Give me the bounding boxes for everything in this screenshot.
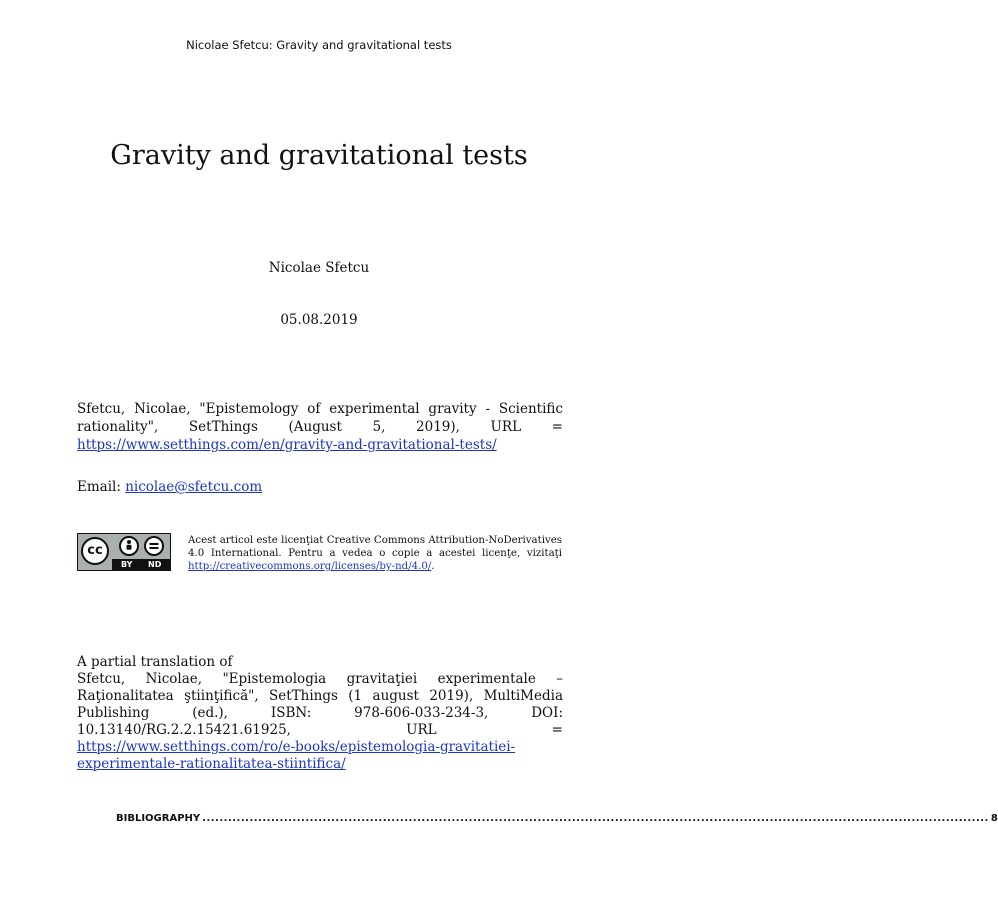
translation-intro: A partial translation of bbox=[77, 654, 233, 670]
author-name: Nicolae Sfetcu bbox=[268, 260, 370, 276]
citation-paragraph bbox=[77, 400, 563, 454]
citation-text: Sfetcu, Nicolae, "Epistemology of experimental gravity - Scientific rationality", SetThings (August 5, 2019), URL = bbox=[77, 401, 563, 435]
translation-url-link[interactable]: https://www.setthings.com/ro/e-books/epistemologia-gravitatiei-experimentale-rationalitatea-stiintifica/ bbox=[77, 739, 516, 772]
equals-icon bbox=[146, 538, 162, 554]
license-paragraph bbox=[188, 534, 562, 573]
cc-by-person-icon bbox=[119, 536, 139, 556]
license-text: Acest articol este licenţiat Creative Commons Attribution-NoDerivatives 4.0 International. Pentru a vedea o copie a acestei licenţe, vizitaţi bbox=[188, 535, 562, 559]
toc-dot-leader: ....................................................................................................................................................................................... bbox=[202, 813, 989, 824]
citation-url-link[interactable]: https://www.setthings.com/en/gravity-and-gravitational-tests/ bbox=[77, 437, 497, 453]
document-title: Gravity and gravitational tests bbox=[110, 140, 528, 171]
email-link[interactable]: nicolae@sfetcu.com bbox=[125, 479, 263, 495]
publication-date: 05.08.2019 bbox=[280, 312, 358, 328]
cc-by-label: BY bbox=[121, 560, 133, 569]
email-line bbox=[77, 479, 563, 495]
toc-entry-label: BIBLIOGRAPHY bbox=[116, 813, 201, 824]
cc-nd-label: ND bbox=[148, 560, 162, 569]
translation-text: Sfetcu, Nicolae, "Epistemologia gravitaţiei experimentale – Raţionalitatea ştiinţifică", SetThings (1 august 2019), MultiMedia Publishing (ed.), ISBN: 978-606-033-234-3, DOI: 10.13140/RG.2.2.15421.61925, URL = bbox=[77, 671, 563, 738]
cc-logo-icon: cc bbox=[81, 537, 109, 565]
translation-block bbox=[77, 654, 563, 773]
email-label: Email: bbox=[77, 479, 126, 495]
license-url-link[interactable]: http://creativecommons.org/licenses/by-nd/4.0/ bbox=[188, 561, 432, 572]
person-icon bbox=[121, 538, 137, 554]
cc-badge-strip bbox=[112, 559, 170, 570]
translation-paragraph bbox=[77, 671, 563, 773]
running-header: Nicolae Sfetcu: Gravity and gravitational tests bbox=[186, 38, 452, 52]
cc-nd-equals-icon bbox=[144, 536, 164, 556]
cc-license-badge bbox=[77, 533, 171, 571]
toc-entry-bibliography[interactable] bbox=[116, 813, 998, 824]
license-end: . bbox=[431, 561, 435, 572]
toc-entry-page: 8 bbox=[990, 813, 998, 824]
